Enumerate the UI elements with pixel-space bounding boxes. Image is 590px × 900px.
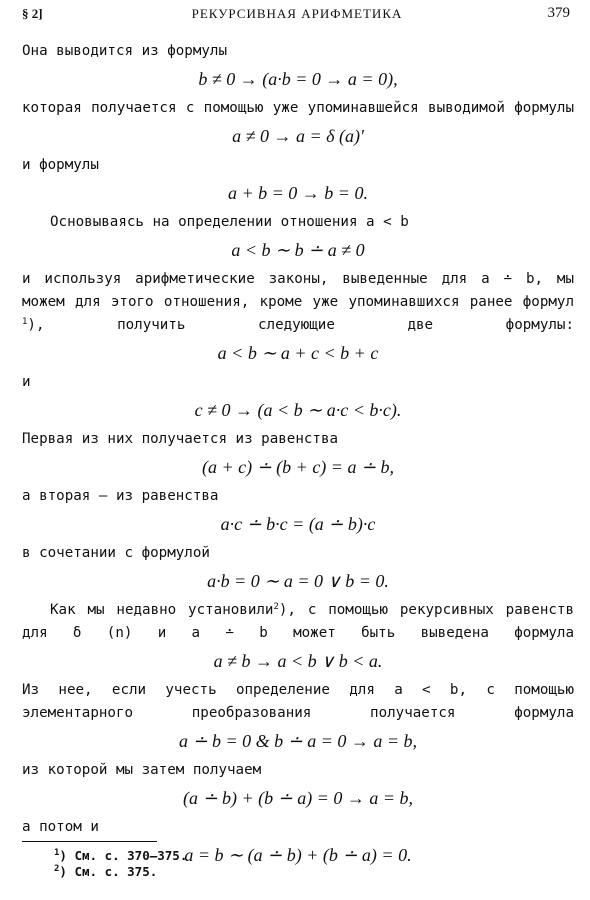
text-line: из которой мы затем получаем bbox=[22, 762, 262, 778]
footnote-ref: 1 bbox=[22, 317, 28, 327]
formula: a < b ∼ a + c < b + c bbox=[217, 343, 379, 363]
paragraph-text: и используя арифметические законы, выведенные для a ∸ b, мы можем для этого отношения, кроме уже упоминавшихся ранее формул bbox=[22, 271, 574, 310]
running-header bbox=[22, 3, 572, 25]
text-line: Основываясь на определении отношения a < b bbox=[50, 214, 409, 230]
formula: b ≠ 0 → (a·b = 0 → a = 0), bbox=[198, 69, 398, 89]
paragraph-text: ), получить следующие две формулы: bbox=[27, 317, 574, 333]
footnote-mark: 1 bbox=[54, 848, 60, 858]
footnote-text: ) См. с. 375. bbox=[59, 864, 158, 879]
paragraph-text: ), с помощью рекурсивных равенств для δ (n) и a ∸ b может быть выведена формула bbox=[22, 602, 574, 641]
formula: a ∸ b = 0 & b ∸ a = 0 → a = b, bbox=[178, 731, 418, 751]
paragraph: Из нее, если учесть определение для a < b, с помощью элементарного преобразования получается формула bbox=[22, 682, 574, 721]
footnote-text: ) См. с. 370–375. bbox=[59, 848, 188, 863]
formula: a < b ∼ b ∸ a ≠ 0 bbox=[231, 240, 365, 260]
page-body bbox=[22, 40, 574, 873]
formula: (a ∸ b) + (b ∸ a) = 0 → a = b, bbox=[182, 788, 414, 808]
text-line: и bbox=[22, 374, 31, 390]
text-line: Первая из них получается из равенства bbox=[22, 431, 339, 447]
formula: (a + c) ∸ (b + c) = a ∸ b, bbox=[201, 457, 395, 477]
formula: c ≠ 0 → (a < b ∼ a·c < b·c). bbox=[194, 400, 402, 420]
page-number: 379 bbox=[547, 5, 570, 21]
text-line: а вторая — из равенства bbox=[22, 488, 219, 504]
formula: a ≠ b → a < b ∨ b < a. bbox=[213, 651, 383, 671]
formula: a + b = 0 → b = 0. bbox=[228, 183, 368, 203]
formula: a·b = 0 ∼ a = 0 ∨ b = 0. bbox=[207, 571, 389, 591]
formula: a ≠ 0 → a = δ (a)′ bbox=[232, 126, 364, 146]
text-line: и формулы bbox=[22, 157, 99, 173]
paragraph bbox=[22, 599, 574, 645]
section-marker: § 2] bbox=[22, 6, 43, 21]
footnote bbox=[54, 864, 157, 880]
formula: a = b ∼ (a ∸ b) + (b ∸ a) = 0. bbox=[184, 845, 412, 865]
formula: a·c ∸ b·c = (a ∸ b)·c bbox=[220, 514, 376, 534]
text-line: Она выводится из формулы bbox=[22, 43, 227, 59]
footnote-ref: 2 bbox=[273, 602, 279, 612]
paragraph bbox=[22, 268, 574, 337]
running-title: РЕКУРСИВНАЯ АРИФМЕТИКА bbox=[191, 6, 403, 21]
footnote bbox=[54, 848, 187, 864]
paragraph: которая получается с помощью уже упоминавшейся выводимой формулы bbox=[22, 100, 574, 116]
footnote-mark: 2 bbox=[54, 864, 60, 874]
footnote-divider bbox=[22, 841, 157, 842]
text-line: в сочетании с формулой bbox=[22, 545, 210, 561]
paragraph-text: Как мы недавно установили bbox=[50, 602, 274, 618]
text-line: а потом и bbox=[22, 819, 99, 835]
